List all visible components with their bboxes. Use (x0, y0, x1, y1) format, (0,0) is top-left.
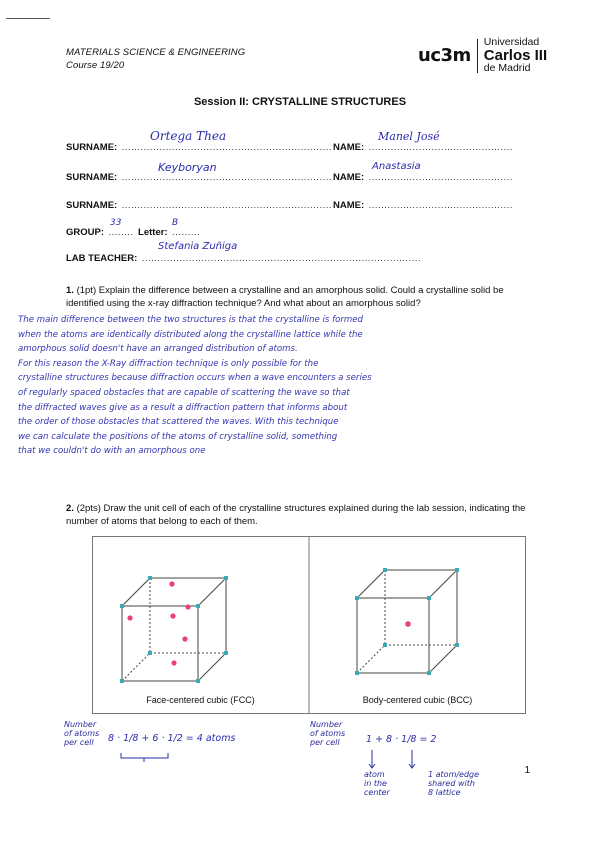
note-line: shared with (428, 779, 475, 788)
name-1-handwritten: Manel José (378, 130, 440, 143)
question-1-text: (1pt) Explain the difference between a crystalline and an amorphous solid. Could a crystalline solid be identified using the x-ray diffraction technique? And what about an amorphous solid? (66, 285, 504, 309)
note-line: center (364, 788, 390, 797)
course-year: Course 19/20 (66, 60, 125, 71)
name-dotted-line: .............................................. (368, 142, 514, 153)
note-line: 1 atom/edge (428, 770, 480, 779)
scan-artifact-line (6, 18, 50, 19)
note-line: per cell (64, 738, 94, 747)
letter-handwritten: B (172, 218, 179, 228)
lab-teacher-handwritten: Stefania Zuñiga (158, 241, 238, 252)
letter-label: Letter: (138, 227, 168, 238)
surname-label: SURNAME: (66, 200, 118, 211)
lab-teacher-dotted-line: ......................................................................................... (141, 253, 422, 264)
course-header (66, 46, 245, 72)
form-row-group (66, 222, 200, 240)
note-line: Number (310, 720, 343, 729)
fcc-underbrace (120, 752, 170, 762)
bcc-arrows (366, 750, 426, 770)
form-row-lab-teacher (66, 248, 421, 266)
surname-label: SURNAME: (66, 142, 118, 153)
answer-line: when the atoms are identically distributed along the crystalline lattice while the (18, 329, 363, 340)
note-line: Number (64, 720, 97, 729)
page-number: 1 (524, 765, 530, 776)
bcc-center-note (364, 770, 390, 797)
letter-dotted-line: ......... (172, 227, 201, 238)
answer-line: amorphous solid doesn't have an arranged distribution of atoms. (18, 344, 298, 355)
logo-mark: uc3m (418, 45, 471, 66)
group-handwritten: 33 (110, 218, 122, 228)
fcc-caption: Face-centered cubic (FCC) (146, 695, 255, 705)
surname-label: SURNAME: (66, 172, 118, 183)
note-line: in the (364, 779, 387, 788)
group-dotted-line: ........ (108, 227, 134, 238)
answer-line: crystalline structures because diffraction occurs when a wave encounters a series (18, 373, 372, 384)
bcc-atoms-formula: 1 + 8 · 1/8 = 2 (366, 734, 437, 745)
unit-cells-figure (92, 536, 526, 714)
answer-line: The main difference between the two structures is that the crystalline is formed (18, 315, 364, 325)
answer-line: For this reason the X-Ray diffraction technique is only possible for the (18, 358, 319, 369)
bcc-caption: Body-centered cubic (BCC) (362, 695, 473, 705)
surname-2-handwritten: Keyboryan (158, 161, 217, 174)
logo-uni-line3: de Madrid (483, 62, 531, 74)
name-dotted-line: .............................................. (368, 172, 514, 183)
name-label: NAME: (333, 200, 365, 211)
fcc-atoms-label (64, 720, 99, 747)
logo-uni-line2: Carlos III (483, 47, 548, 64)
form-row-name-2 (333, 167, 513, 185)
logo-university-name (484, 37, 547, 74)
name-2-handwritten: Anastasia (372, 161, 421, 172)
logo-uni-line1: Universidad (483, 36, 540, 48)
university-logo (418, 37, 547, 74)
note-line: of atoms (64, 729, 100, 738)
answer-1-handwritten (18, 313, 578, 459)
logo-divider (477, 39, 478, 73)
fcc-atoms-formula: 8 · 1/8 + 6 · 1/2 = 4 atoms (108, 733, 236, 744)
question-2-number: 2. (66, 503, 74, 514)
question-1-number: 1. (66, 285, 74, 296)
lab-teacher-label: LAB TEACHER: (66, 253, 138, 264)
surname-1-handwritten: Ortega Thea (150, 129, 227, 143)
name-label: NAME: (333, 142, 365, 153)
surname-dotted-line: ................................................................... (121, 200, 332, 211)
question-2-text: (2pts) Draw the unit cell of each of the crystalline structures explained during the lab session, indicating the number of atoms that belong to each of them. (66, 503, 526, 527)
answer-line: that we couldn't do with an amorphous one (18, 446, 206, 457)
note-line: of atoms (310, 729, 346, 738)
note-line: 8 lattice (428, 788, 461, 797)
form-row-surname-3 (66, 195, 332, 213)
bcc-atoms-label (310, 720, 345, 747)
course-title: MATERIALS SCIENCE & ENGINEERING (66, 47, 246, 58)
answer-line: the order of those obstacles that scattered the waves. With this technique (18, 417, 339, 428)
name-label: NAME: (333, 172, 365, 183)
surname-dotted-line: ................................................................... (121, 172, 332, 183)
answer-line: the diffracted waves give as a result a diffraction pattern that informs about (18, 402, 348, 413)
page-title: Session II: CRYSTALLINE STRUCTURES (193, 96, 407, 108)
answer-line: we can calculate the positions of the atoms of crystalline solid, something (18, 431, 338, 442)
group-label: GROUP: (66, 227, 104, 238)
answer-line: of regularly spaced obstacles that are capable of scattering the wave so that (18, 387, 350, 398)
name-dotted-line: .............................................. (368, 200, 514, 211)
note-line: per cell (310, 738, 340, 747)
question-2 (66, 502, 540, 528)
surname-dotted-line: ................................................................... (121, 142, 332, 153)
question-1 (66, 284, 536, 310)
bcc-edge-note (428, 770, 479, 797)
note-line: atom (364, 770, 385, 779)
form-row-name-3 (333, 195, 513, 213)
bcc-center-atom (405, 621, 411, 627)
